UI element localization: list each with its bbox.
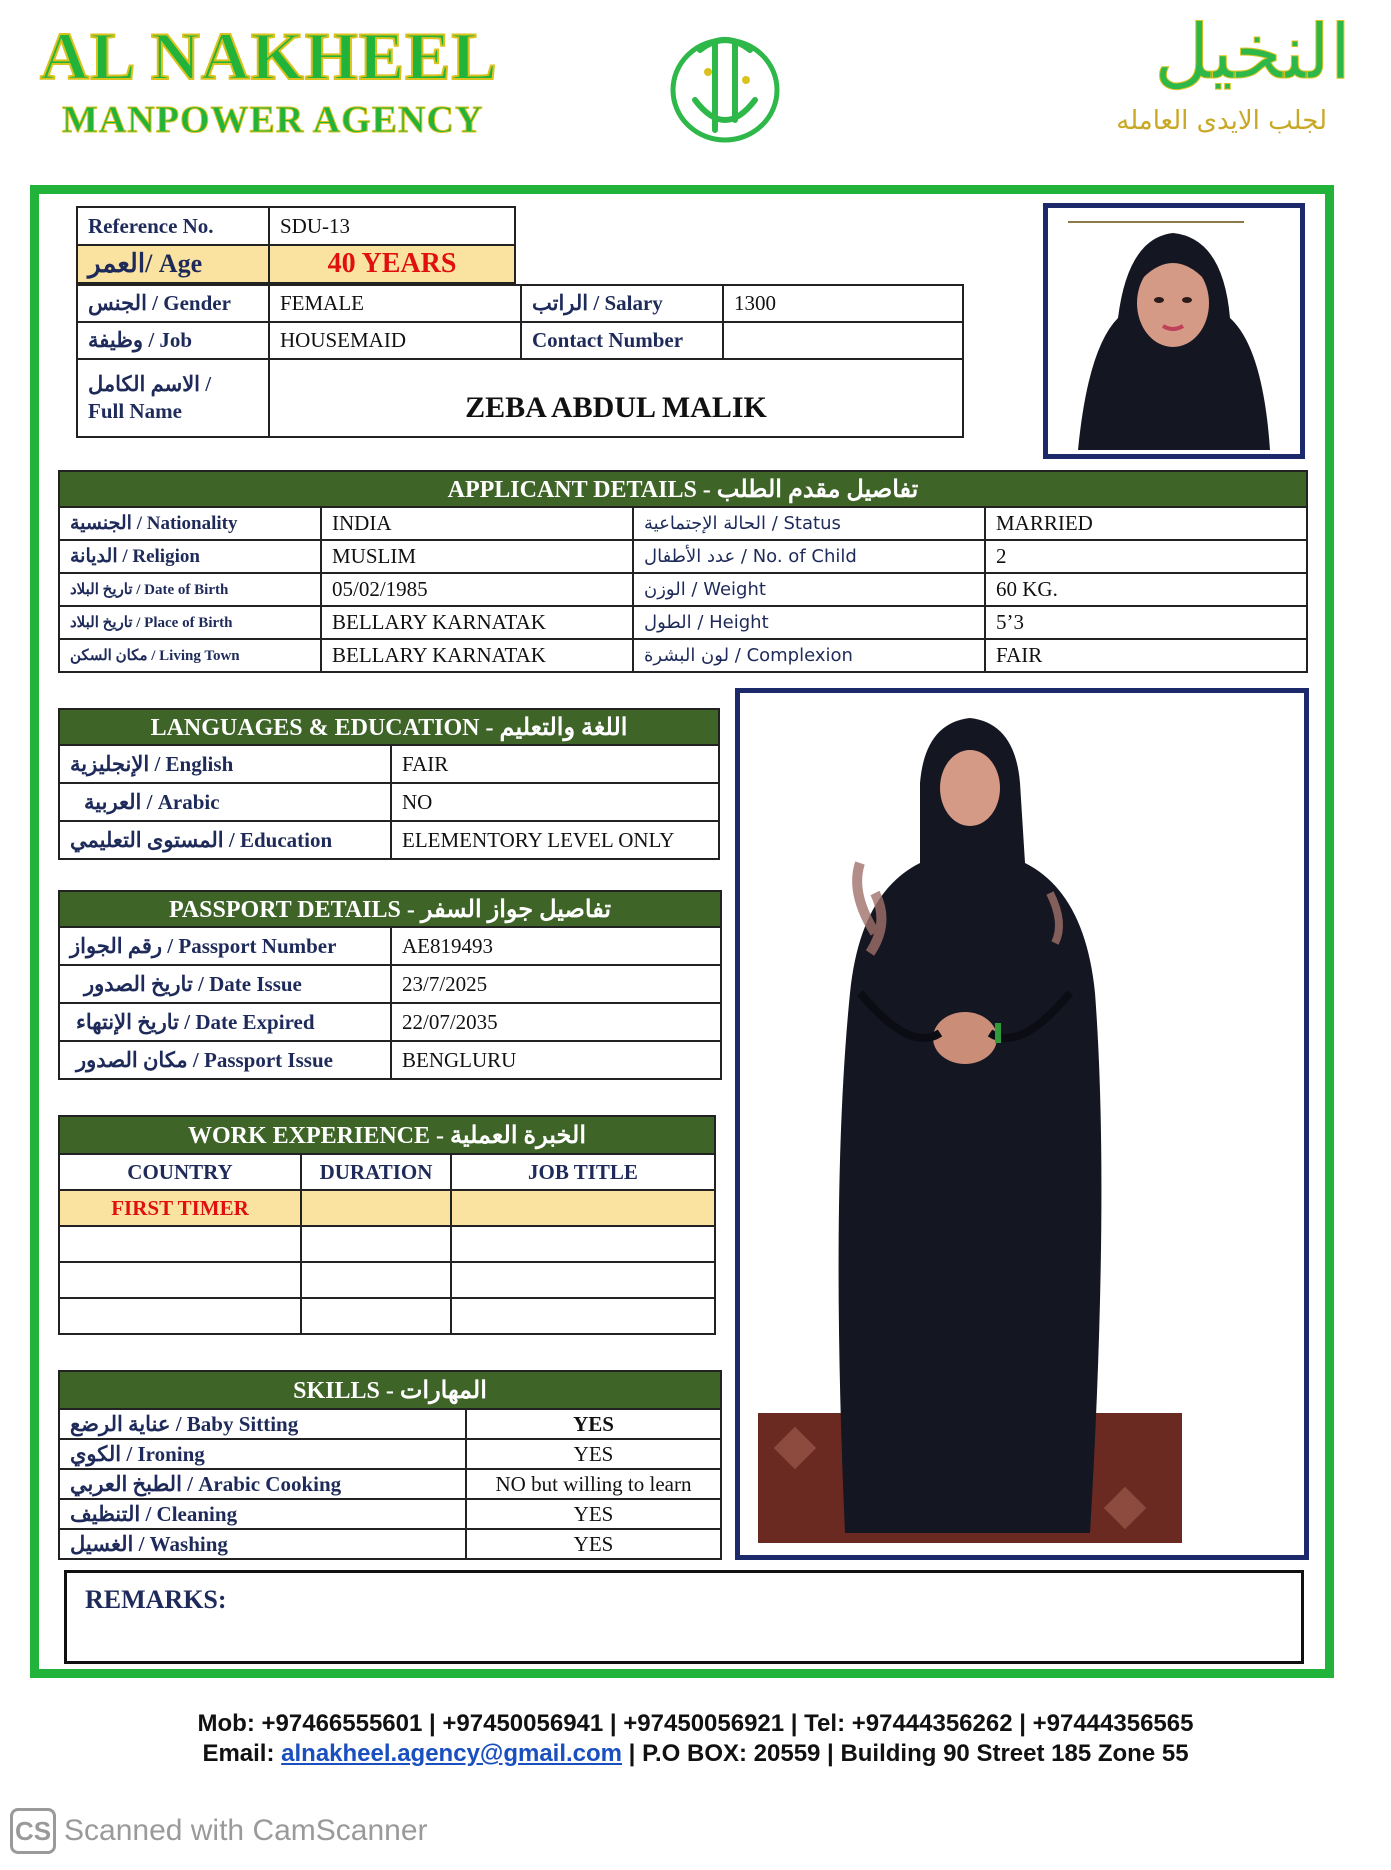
fullname-label-english: Full Name xyxy=(88,399,182,423)
passport-label: تاريخ الإنتهاء / Date Expired xyxy=(59,1003,391,1041)
work-header-duration: DURATION xyxy=(301,1154,451,1190)
fullname-table xyxy=(76,358,964,438)
work-first-timer: FIRST TIMER xyxy=(59,1190,301,1226)
gender-label: الجنس / Gender xyxy=(77,285,269,322)
footer-email-prefix: Email: xyxy=(202,1740,282,1767)
table-row xyxy=(59,1003,721,1041)
work-experience-table xyxy=(58,1115,716,1335)
work-cell xyxy=(59,1226,301,1262)
gender-value: FEMALE xyxy=(269,285,521,322)
applicant-label: مكان السكن / Living Town xyxy=(59,639,321,672)
work-cell xyxy=(451,1298,715,1334)
contact-label: Contact Number xyxy=(521,322,723,359)
job-label: وظيفة / Job xyxy=(77,322,269,359)
contact-value xyxy=(723,322,963,359)
ref-label: Reference No. xyxy=(77,207,269,245)
applicant-label: الديانة / Religion xyxy=(59,540,321,573)
applicant-value: MUSLIM xyxy=(321,540,633,573)
skills-value: YES xyxy=(466,1439,721,1469)
table-row xyxy=(59,639,1307,672)
footer-email-link[interactable]: alnakheel.agency@gmail.com xyxy=(281,1740,623,1767)
applicant-value: 2 xyxy=(985,540,1307,573)
applicant-value: BELLARY KARNATAK xyxy=(321,639,633,672)
applicant-label: لون البشرة / Complexion xyxy=(633,639,985,672)
applicant-label: تاريخ البلاد / Date of Birth xyxy=(59,573,321,606)
skills-label: الطبخ العربي / Arabic Cooking xyxy=(59,1469,466,1499)
applicant-label: الحالة الإجتماعية / Status xyxy=(633,507,985,540)
gender-salary-table xyxy=(76,284,964,360)
table-row xyxy=(59,1154,715,1190)
table-row xyxy=(59,927,721,965)
table-row xyxy=(59,1226,715,1262)
languages-value: FAIR xyxy=(391,745,719,783)
applicant-label: الوزن / Weight xyxy=(633,573,985,606)
table-row xyxy=(59,1262,715,1298)
languages-label: المستوى التعليمي / Education xyxy=(59,821,391,859)
applicant-value: BELLARY KARNATAK xyxy=(321,606,633,639)
table-row xyxy=(59,1439,721,1469)
skills-value: YES xyxy=(466,1409,721,1439)
footer-address: | P.O BOX: 20559 | Building 90 Street 185 Zone 55 xyxy=(622,1740,1189,1767)
passport-value: AE819493 xyxy=(391,927,721,965)
work-header-country: COUNTRY xyxy=(59,1154,301,1190)
portrait-photo-image xyxy=(1048,208,1300,454)
table-row xyxy=(59,1529,721,1559)
passport-label: مكان الصدور / Passport Issue xyxy=(59,1041,391,1079)
skills-label: التنظيف / Cleaning xyxy=(59,1499,466,1529)
top-info-table xyxy=(76,206,516,284)
salary-label: الراتب / Salary xyxy=(521,285,723,322)
table-row xyxy=(59,1041,721,1079)
applicant-value: FAIR xyxy=(985,639,1307,672)
work-cell xyxy=(301,1226,451,1262)
job-value: HOUSEMAID xyxy=(269,322,521,359)
table-row xyxy=(59,540,1307,573)
table-row xyxy=(59,1499,721,1529)
table-row xyxy=(59,1469,721,1499)
camscanner-watermark xyxy=(10,1808,428,1854)
languages-value: ELEMENTORY LEVEL ONLY xyxy=(391,821,719,859)
table-row xyxy=(59,1298,715,1334)
passport-label: رقم الجواز / Passport Number xyxy=(59,927,391,965)
passport-table xyxy=(58,890,722,1080)
languages-title: LANGUAGES & EDUCATION - اللغة والتعليم xyxy=(59,709,719,745)
skills-value: YES xyxy=(466,1529,721,1559)
languages-label: العربية / Arabic xyxy=(59,783,391,821)
table-row xyxy=(59,965,721,1003)
table-row xyxy=(59,745,719,783)
skills-label: عناية الرضع / Baby Sitting xyxy=(59,1409,466,1439)
full-body-photo-image xyxy=(740,693,1304,1555)
passport-value: 22/07/2035 xyxy=(391,1003,721,1041)
table-row xyxy=(59,1190,715,1226)
skills-label: الكوي / Ironing xyxy=(59,1439,466,1469)
portrait-photo-frame xyxy=(1043,203,1305,459)
table-row xyxy=(59,783,719,821)
passport-label: تاريخ الصدور / Date Issue xyxy=(59,965,391,1003)
applicant-label: الطول / Height xyxy=(633,606,985,639)
skills-label: الغسيل / Washing xyxy=(59,1529,466,1559)
languages-label: الإنجليزية / English xyxy=(59,745,391,783)
applicant-label: عدد الأطفال / No. of Child xyxy=(633,540,985,573)
applicant-value: 60 KG. xyxy=(985,573,1307,606)
applicant-label: الجنسية / Nationality xyxy=(59,507,321,540)
camscanner-text: Scanned with CamScanner xyxy=(64,1814,428,1847)
applicant-value: 05/02/1985 xyxy=(321,573,633,606)
work-cell xyxy=(301,1190,451,1226)
salary-value: 1300 xyxy=(723,285,963,322)
remarks-label: REMARKS: xyxy=(85,1585,227,1614)
work-cell xyxy=(451,1262,715,1298)
passport-value: BENGLURU xyxy=(391,1041,721,1079)
skills-table xyxy=(58,1370,722,1560)
work-cell xyxy=(451,1226,715,1262)
brand-subtitle: MANPOWER AGENCY xyxy=(62,99,484,141)
passport-title: PASSPORT DETAILS - تفاصيل جواز السفر xyxy=(59,891,721,927)
passport-value: 23/7/2025 xyxy=(391,965,721,1003)
brand-subtitle-arabic: لجلب الايدى العامله xyxy=(1116,106,1327,136)
age-value: 40 YEARS xyxy=(269,245,515,283)
table-row xyxy=(59,821,719,859)
applicant-value: INDIA xyxy=(321,507,633,540)
age-label: العمر/ Age xyxy=(77,245,269,283)
table-row xyxy=(59,606,1307,639)
camscanner-logo-icon: CS xyxy=(10,1808,56,1854)
ref-value: SDU-13 xyxy=(269,207,515,245)
skills-value: YES xyxy=(466,1499,721,1529)
work-cell xyxy=(59,1262,301,1298)
footer-contact xyxy=(0,1740,1391,1768)
palm-logo-icon xyxy=(660,20,790,150)
work-header-job-title: JOB TITLE xyxy=(451,1154,715,1190)
languages-value: NO xyxy=(391,783,719,821)
skills-title: SKILLS - المهارات xyxy=(59,1371,721,1409)
work-cell xyxy=(301,1298,451,1334)
work-cell xyxy=(59,1298,301,1334)
applicant-details-table xyxy=(58,470,1308,673)
brand-name: AL NAKHEEL xyxy=(40,18,498,94)
fullname-value: ZEBA ABDUL MALIK xyxy=(269,359,963,437)
fullname-label xyxy=(77,359,269,437)
work-cell xyxy=(301,1262,451,1298)
applicant-details-title: APPLICANT DETAILS - تفاصيل مقدم الطلب xyxy=(59,471,1307,507)
languages-table xyxy=(58,708,720,860)
fullname-label-arabic: الاسم الكامل / xyxy=(88,371,212,396)
skills-value: NO but willing to learn xyxy=(466,1469,721,1499)
full-body-photo-frame xyxy=(735,688,1309,1560)
work-experience-title: WORK EXPERIENCE - الخبرة العملية xyxy=(59,1116,715,1154)
table-row xyxy=(59,573,1307,606)
table-row xyxy=(59,507,1307,540)
work-cell xyxy=(451,1190,715,1226)
remarks-box xyxy=(64,1570,1304,1664)
applicant-label: تاريخ البلاد / Place of Birth xyxy=(59,606,321,639)
brand-name-arabic: النخيل xyxy=(1154,7,1351,96)
applicant-value: 5’3 xyxy=(985,606,1307,639)
footer-phones: Mob: +97466555601 | +97450056941 | +97450056921 | Tel: +97444356262 | +97444356565 xyxy=(197,1710,1194,1737)
table-row xyxy=(59,1409,721,1439)
applicant-value: MARRIED xyxy=(985,507,1307,540)
